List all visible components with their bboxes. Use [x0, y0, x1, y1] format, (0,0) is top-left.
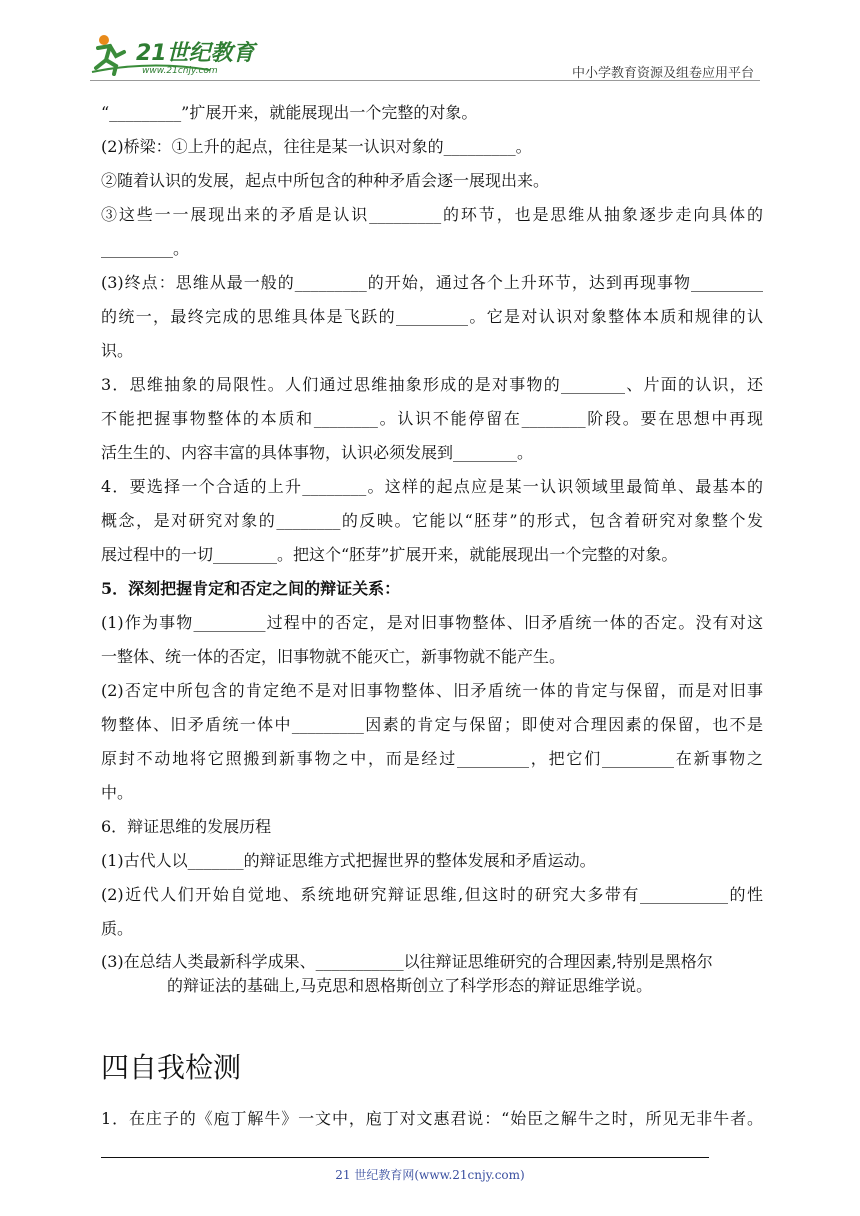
platform-name: 中小学教育资源及组卷应用平台	[571, 66, 754, 81]
text-line: 活生生的、内容丰富的具体事物，认识必须发展到________。	[101, 443, 534, 462]
text-line: ②随着认识的发展，起点中所包含的种种矛盾会逐一展现出来。	[101, 171, 550, 190]
text-line: “_________”扩展开来，就能展现出一个完整的对象。	[101, 103, 478, 122]
logo-21cnjy	[90, 30, 260, 78]
text-line: 识。	[101, 341, 134, 360]
text-line: 3．思维抽象的局限性。人们通过思维抽象形成的是对事物的________、片面的认识，还	[101, 375, 763, 394]
text-line: 质。	[101, 919, 134, 938]
text-line: (2)桥梁：①上升的起点，往往是某一认识对象的_________。	[101, 137, 532, 156]
text-line: (1)古代人以_______的辩证思维方式把握世界的整体发展和矛盾运动。	[101, 851, 596, 870]
header-divider	[90, 80, 760, 81]
footer-text: 21 世纪教育网(www.21cnjy.com)	[335, 1168, 525, 1182]
section-heading-5: 5．深刻把握肯定和否定之间的辩证关系：	[101, 579, 401, 598]
text-line: 概念，是对研究对象的________的反映。它能以“胚芽”的形式，包含着研究对象整个发	[101, 511, 763, 530]
page-header	[90, 30, 760, 82]
footer-divider	[101, 1157, 709, 1158]
text-line: 的统一，最终完成的思维具体是飞跃的_________。它是对认识对象整体本质和规律的认	[101, 307, 763, 326]
paragraph-3	[101, 950, 763, 998]
text-line: 的辩证法的基础上,马克思和恩格斯创立了科学形态的辩证思维学说。	[167, 976, 653, 995]
text-line: 中。	[101, 783, 134, 802]
text-line: 物整体、旧矛盾统一体中_________因素的肯定与保留；即使对合理因素的保留，也不是	[101, 715, 763, 734]
text-line: (2)近代人们开始自觉地、系统地研究辩证思维,但这时的研究大多带有___________的性	[101, 885, 763, 904]
text-line: (3)终点：思维从最一般的_________的开始，通过各个上升环节，达到再现事物_________	[101, 273, 763, 292]
text-line: _________。	[101, 239, 190, 258]
text-line: (1)作为事物_________过程中的否定，是对旧事物整体、旧矛盾统一体的否定。没有对这	[101, 613, 763, 632]
text-line: (3)在总结人类最新科学成果、___________以往辩证思维研究的合理因素,特别是黑格尔	[101, 952, 713, 971]
svg-text:www.21cnjy.com: www.21cnjy.com	[142, 66, 218, 76]
svg-text:21世纪教育: 21世纪教育	[136, 41, 255, 66]
document-body	[101, 96, 763, 1136]
text-line: 一整体、统一体的否定，旧事物就不能灭亡，新事物就不能产生。	[101, 647, 566, 666]
section-heading-6: 6．辩证思维的发展历程	[101, 817, 272, 836]
text-line: 4．要选择一个合适的上升________。这样的起点应是某一认识领域里最简单、最基本的	[101, 477, 763, 496]
text-line: (2)否定中所包含的肯定绝不是对旧事物整体、旧矛盾统一体的肯定与保留，而是对旧事	[101, 681, 763, 700]
section-title: 四自我检测	[101, 1051, 242, 1084]
text-line: 原封不动地将它照搬到新事物之中，而是经过_________，把它们_________在新事物之	[101, 749, 763, 768]
text-line: 不能把握事物整体的本质和________。认识不能停留在________阶段。要在思想中再现	[101, 409, 763, 428]
text-line: ③这些一一展现出来的矛盾是认识_________的环节，也是思维从抽象逐步走向具体的	[101, 205, 763, 224]
question-1: 1．在庄子的《庖丁解牛》一文中，庖丁对文惠君说：“始臣之解牛之时，所见无非牛者。	[101, 1109, 763, 1128]
text-line: 展过程中的一切________。把这个“胚芽”扩展开来，就能展现出一个完整的对象。	[101, 545, 678, 564]
